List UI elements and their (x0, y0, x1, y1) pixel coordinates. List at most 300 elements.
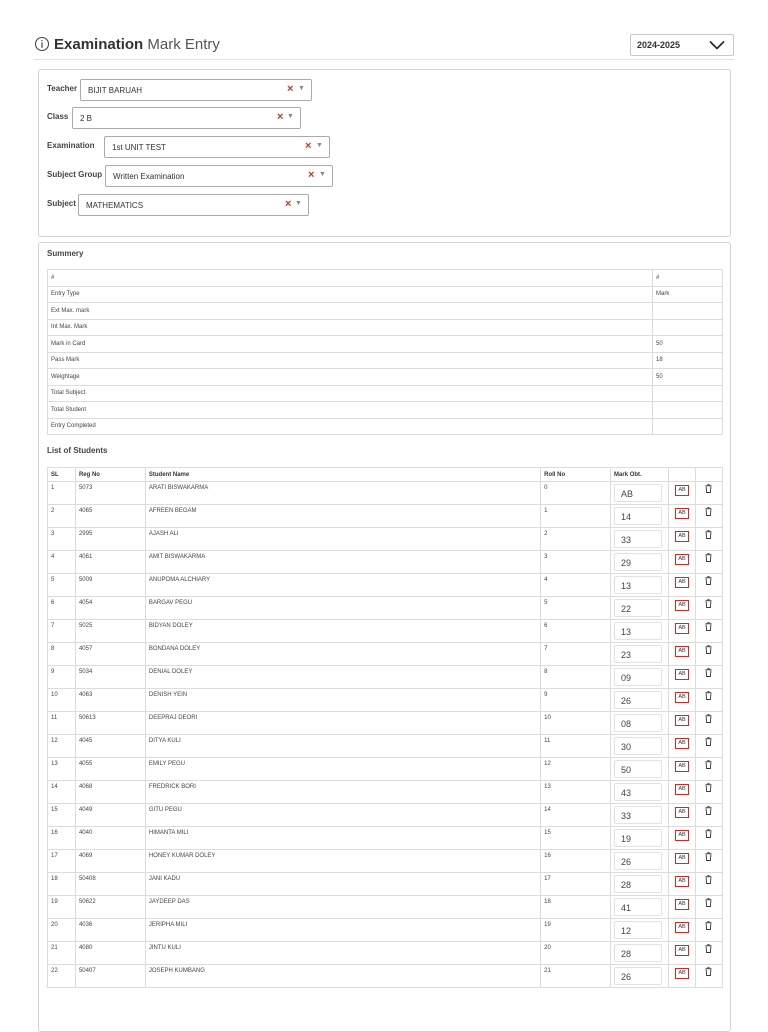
session-year-select[interactable] (630, 34, 734, 56)
cell-ab (669, 574, 696, 597)
chevron-down-icon (709, 40, 725, 50)
absent-button[interactable]: AB (675, 554, 689, 565)
mark-input[interactable]: 19 (614, 829, 662, 847)
table-row (48, 850, 723, 873)
mark-input[interactable]: 12 (614, 921, 662, 939)
column-header-roll-no: Roll No (541, 468, 611, 482)
cell-reg-no: 4036 (75, 919, 145, 942)
cell-delete (695, 597, 722, 620)
dropdown-arrow-icon: ▼ (316, 142, 323, 149)
column-header-reg-no: Reg No (75, 468, 145, 482)
cell-roll-no: 9 (541, 689, 611, 712)
filter-card (38, 69, 731, 237)
absent-button[interactable]: AB (675, 600, 689, 611)
cell-student-name: BARGAV PEGU (145, 597, 540, 620)
cell-mark (611, 781, 669, 804)
cell-ab (669, 597, 696, 620)
absent-button[interactable]: AB (675, 945, 689, 956)
trash-icon (705, 530, 712, 539)
filter-value: BIJIT BARUAH (88, 86, 143, 95)
mark-input[interactable]: 50 (614, 760, 662, 778)
cell-roll-no: 7 (541, 643, 611, 666)
trash-icon (705, 714, 712, 723)
cell-mark (611, 965, 669, 988)
absent-button[interactable]: AB (675, 669, 689, 680)
cell-reg-no: 50408 (75, 873, 145, 896)
cell-sl: 11 (48, 712, 76, 735)
filter-label: Examination (47, 141, 95, 150)
column-header-student-name: Student Name (145, 468, 540, 482)
cell-ab (669, 712, 696, 735)
trash-icon (705, 760, 712, 769)
cell-reg-no: 4063 (75, 689, 145, 712)
delete-button[interactable] (705, 627, 712, 633)
mark-input[interactable]: 14 (614, 507, 662, 525)
summary-value: 50 (653, 336, 723, 353)
cell-reg-no: 4065 (75, 505, 145, 528)
mark-input[interactable]: 13 (614, 576, 662, 594)
delete-button[interactable] (705, 535, 712, 541)
page-title (54, 34, 220, 56)
cell-roll-no: 10 (541, 712, 611, 735)
summary-row (48, 303, 723, 320)
table-row (48, 666, 723, 689)
cell-mark (611, 827, 669, 850)
cell-mark (611, 597, 669, 620)
delete-button[interactable] (705, 558, 712, 564)
filter-value: 2 B (80, 114, 93, 123)
cell-delete (695, 574, 722, 597)
cell-ab (669, 919, 696, 942)
cell-student-name: ARATI BISWAKARMA (145, 482, 540, 505)
delete-button[interactable] (705, 512, 712, 518)
dropdown-arrow-icon: ▼ (295, 200, 302, 207)
table-row (48, 712, 723, 735)
cell-sl: 13 (48, 758, 76, 781)
delete-button[interactable] (705, 489, 712, 495)
cell-student-name: DENISH YEIN (145, 689, 540, 712)
summary-table (47, 269, 723, 435)
cell-delete (695, 942, 722, 965)
cell-roll-no: 16 (541, 850, 611, 873)
cell-reg-no: 4049 (75, 804, 145, 827)
cell-reg-no: 50622 (75, 896, 145, 919)
trash-icon (705, 806, 712, 815)
filter-label: Teacher (47, 84, 78, 93)
cell-ab (669, 505, 696, 528)
table-row (48, 551, 723, 574)
cell-reg-no: 4045 (75, 735, 145, 758)
cell-sl: 15 (48, 804, 76, 827)
column-header-ab (669, 468, 696, 482)
absent-button[interactable]: AB (675, 485, 689, 496)
table-row (48, 781, 723, 804)
absent-button[interactable]: AB (675, 853, 689, 864)
cell-sl: 18 (48, 873, 76, 896)
trash-icon (705, 599, 712, 608)
trash-icon (705, 553, 712, 562)
cell-reg-no: 4057 (75, 643, 145, 666)
cell-ab (669, 643, 696, 666)
subject-group-select[interactable] (105, 165, 333, 187)
summary-label: Ext Max. mark (48, 303, 653, 320)
delete-button[interactable] (705, 581, 712, 587)
summary-label: Total Student (48, 402, 653, 419)
summary-row (48, 286, 723, 303)
cell-ab (669, 942, 696, 965)
summary-value: 50 (653, 369, 723, 386)
table-row (48, 735, 723, 758)
cell-ab (669, 735, 696, 758)
delete-button[interactable] (705, 719, 712, 725)
cell-sl: 9 (48, 666, 76, 689)
mark-input[interactable]: 08 (614, 714, 662, 732)
trash-icon (705, 967, 712, 976)
trash-icon (705, 484, 712, 493)
cell-delete (695, 804, 722, 827)
summary-title: Summery (47, 249, 84, 258)
cell-delete (695, 781, 722, 804)
cell-roll-no: 0 (541, 482, 611, 505)
cell-mark (611, 505, 669, 528)
header-divider (34, 59, 734, 60)
cell-sl: 19 (48, 896, 76, 919)
summary-row (48, 270, 723, 287)
summary-label: Total Subject (48, 385, 653, 402)
cell-ab (669, 528, 696, 551)
cell-delete (695, 643, 722, 666)
cell-ab (669, 896, 696, 919)
mark-input[interactable]: 22 (614, 599, 662, 617)
delete-button[interactable] (705, 949, 712, 955)
cell-reg-no: 5025 (75, 620, 145, 643)
class-select[interactable] (72, 107, 301, 129)
info-icon (34, 36, 50, 52)
cell-sl: 6 (48, 597, 76, 620)
absent-button[interactable]: AB (675, 922, 689, 933)
cell-roll-no: 14 (541, 804, 611, 827)
cell-mark (611, 758, 669, 781)
cell-student-name: JAYDEEP DAS (145, 896, 540, 919)
cell-mark (611, 551, 669, 574)
column-header-delete (695, 468, 722, 482)
cell-student-name: AFREEN BEGAM (145, 505, 540, 528)
delete-button[interactable] (705, 673, 712, 679)
summary-row (48, 385, 723, 402)
cell-reg-no: 5009 (75, 574, 145, 597)
absent-button[interactable]: AB (675, 692, 689, 703)
cell-sl: 8 (48, 643, 76, 666)
trash-icon (705, 944, 712, 953)
cell-sl: 5 (48, 574, 76, 597)
cell-sl: 2 (48, 505, 76, 528)
summary-label: # (48, 270, 653, 287)
cell-ab (669, 873, 696, 896)
delete-button[interactable] (705, 811, 712, 817)
cell-mark (611, 942, 669, 965)
summary-row (48, 402, 723, 419)
mark-input[interactable]: 41 (614, 898, 662, 916)
absent-button[interactable]: AB (675, 968, 689, 979)
mark-input[interactable]: AB (614, 484, 662, 502)
table-row (48, 827, 723, 850)
cell-roll-no: 5 (541, 597, 611, 620)
cell-delete (695, 712, 722, 735)
cell-mark (611, 850, 669, 873)
cell-mark (611, 482, 669, 505)
absent-button[interactable]: AB (675, 577, 689, 588)
absent-button[interactable]: AB (675, 623, 689, 634)
cell-sl: 7 (48, 620, 76, 643)
cell-sl: 22 (48, 965, 76, 988)
session-year-value: 2024-2025 (637, 40, 681, 50)
cell-student-name: DEEPRAJ DEORI (145, 712, 540, 735)
absent-button[interactable]: AB (675, 761, 689, 772)
absent-button[interactable]: AB (675, 876, 689, 887)
summary-card (38, 242, 731, 1032)
table-row (48, 942, 723, 965)
cell-ab (669, 781, 696, 804)
trash-icon (705, 645, 712, 654)
cell-mark (611, 919, 669, 942)
summary-label: Mark in Card (48, 336, 653, 353)
clear-icon[interactable]: × (305, 140, 312, 152)
filter-value: 1st UNIT TEST (112, 143, 166, 152)
delete-button[interactable] (705, 742, 712, 748)
table-row (48, 758, 723, 781)
cell-mark (611, 574, 669, 597)
cell-student-name: JOSEPH KUMBANG (145, 965, 540, 988)
cell-ab (669, 827, 696, 850)
cell-student-name: JINTU KULI (145, 942, 540, 965)
table-row (48, 689, 723, 712)
cell-student-name: HIMANTA MILI (145, 827, 540, 850)
cell-reg-no: 4080 (75, 942, 145, 965)
cell-delete (695, 735, 722, 758)
table-row (48, 919, 723, 942)
cell-delete (695, 896, 722, 919)
filter-value: MATHEMATICS (86, 201, 144, 210)
dropdown-arrow-icon: ▼ (319, 171, 326, 178)
cell-ab (669, 965, 696, 988)
cell-delete (695, 528, 722, 551)
delete-button[interactable] (705, 604, 712, 610)
cell-roll-no: 4 (541, 574, 611, 597)
cell-sl: 20 (48, 919, 76, 942)
cell-mark (611, 528, 669, 551)
mark-input[interactable]: 43 (614, 783, 662, 801)
cell-delete (695, 827, 722, 850)
mark-input[interactable]: 23 (614, 645, 662, 663)
cell-reg-no: 4055 (75, 758, 145, 781)
clear-icon[interactable]: × (285, 198, 292, 210)
filter-label: Class (47, 112, 69, 121)
clear-icon[interactable]: × (308, 169, 315, 181)
cell-ab (669, 620, 696, 643)
mark-input[interactable]: 13 (614, 622, 662, 640)
filter-label: Subject Group (47, 170, 103, 179)
table-row (48, 896, 723, 919)
cell-mark (611, 689, 669, 712)
cell-ab (669, 689, 696, 712)
summary-label: Pass Mark (48, 352, 653, 369)
trash-icon (705, 507, 712, 516)
mark-input[interactable]: 28 (614, 875, 662, 893)
table-row (48, 482, 723, 505)
cell-roll-no: 11 (541, 735, 611, 758)
absent-button[interactable]: AB (675, 830, 689, 841)
mark-input[interactable]: 30 (614, 737, 662, 755)
mark-input[interactable]: 33 (614, 530, 662, 548)
delete-button[interactable] (705, 857, 712, 863)
cell-sl: 3 (48, 528, 76, 551)
cell-roll-no: 20 (541, 942, 611, 965)
examination-select[interactable] (104, 136, 330, 158)
delete-button[interactable] (705, 926, 712, 932)
absent-button[interactable]: AB (675, 738, 689, 749)
cell-mark (611, 712, 669, 735)
cell-mark (611, 873, 669, 896)
absent-button[interactable]: AB (675, 807, 689, 818)
cell-sl: 10 (48, 689, 76, 712)
filter-label: Subject (47, 199, 76, 208)
summary-value (653, 319, 723, 336)
mark-input[interactable]: 33 (614, 806, 662, 824)
cell-roll-no: 2 (541, 528, 611, 551)
summary-value: Mark (653, 286, 723, 303)
cell-sl: 17 (48, 850, 76, 873)
dropdown-arrow-icon: ▼ (287, 113, 294, 120)
cell-sl: 14 (48, 781, 76, 804)
delete-button[interactable] (705, 765, 712, 771)
cell-sl: 4 (48, 551, 76, 574)
delete-button[interactable] (705, 972, 712, 978)
cell-ab (669, 482, 696, 505)
cell-student-name: HONEY KUMAR DOLEY (145, 850, 540, 873)
teacher-select[interactable] (80, 79, 312, 101)
cell-student-name: AJASH ALI (145, 528, 540, 551)
cell-delete (695, 551, 722, 574)
summary-label: Entry Completed (48, 418, 653, 435)
trash-icon (705, 576, 712, 585)
delete-button[interactable] (705, 834, 712, 840)
cell-student-name: BIDYAN DOLEY (145, 620, 540, 643)
cell-reg-no: 4040 (75, 827, 145, 850)
cell-roll-no: 12 (541, 758, 611, 781)
absent-button[interactable]: AB (675, 531, 689, 542)
cell-reg-no: 5073 (75, 482, 145, 505)
cell-mark (611, 896, 669, 919)
delete-button[interactable] (705, 650, 712, 656)
cell-roll-no: 3 (541, 551, 611, 574)
cell-reg-no: 2995 (75, 528, 145, 551)
page-header (34, 34, 734, 56)
table-row (48, 620, 723, 643)
cell-reg-no: 50613 (75, 712, 145, 735)
trash-icon (705, 875, 712, 884)
summary-row (48, 336, 723, 353)
delete-button[interactable] (705, 903, 712, 909)
cell-reg-no: 5034 (75, 666, 145, 689)
cell-mark (611, 735, 669, 758)
cell-student-name: GITU PEGU (145, 804, 540, 827)
cell-sl: 21 (48, 942, 76, 965)
summary-row (48, 352, 723, 369)
cell-student-name: EMILY PEGU (145, 758, 540, 781)
mark-input[interactable]: 29 (614, 553, 662, 571)
trash-icon (705, 921, 712, 930)
delete-button[interactable] (705, 696, 712, 702)
column-header-sl: SL (48, 468, 76, 482)
summary-value (653, 418, 723, 435)
summary-value: 18 (653, 352, 723, 369)
cell-delete (695, 873, 722, 896)
table-row (48, 804, 723, 827)
cell-reg-no: 50407 (75, 965, 145, 988)
students-table (47, 467, 723, 988)
cell-sl: 12 (48, 735, 76, 758)
cell-roll-no: 19 (541, 919, 611, 942)
cell-roll-no: 17 (541, 873, 611, 896)
cell-reg-no: 4061 (75, 551, 145, 574)
cell-mark (611, 804, 669, 827)
absent-button[interactable]: AB (675, 784, 689, 795)
mark-input[interactable]: 28 (614, 944, 662, 962)
absent-button[interactable]: AB (675, 715, 689, 726)
trash-icon (705, 668, 712, 677)
title-light: Mark Entry (147, 36, 220, 53)
column-header-mark: Mark Obt. (611, 468, 669, 482)
title-strong: Examination (54, 36, 144, 53)
cell-student-name: JANI KADU (145, 873, 540, 896)
cell-student-name: ANUPOMA ALCHIARY (145, 574, 540, 597)
mark-input[interactable]: 26 (614, 691, 662, 709)
cell-roll-no: 18 (541, 896, 611, 919)
filter-value: Written Examination (113, 172, 185, 181)
cell-student-name: FREDRICK BORI (145, 781, 540, 804)
trash-icon (705, 622, 712, 631)
trash-icon (705, 691, 712, 700)
cell-student-name: AMIT BISWAKARMA (145, 551, 540, 574)
cell-student-name: JERIPHA MILI (145, 919, 540, 942)
trash-icon (705, 737, 712, 746)
summary-value (653, 303, 723, 320)
table-row (48, 574, 723, 597)
clear-icon[interactable]: × (287, 83, 294, 95)
cell-ab (669, 850, 696, 873)
cell-mark (611, 643, 669, 666)
delete-button[interactable] (705, 788, 712, 794)
mark-input[interactable]: 26 (614, 967, 662, 985)
mark-input[interactable]: 09 (614, 668, 662, 686)
summary-value (653, 402, 723, 419)
absent-button[interactable]: AB (675, 646, 689, 657)
cell-delete (695, 482, 722, 505)
cell-sl: 1 (48, 482, 76, 505)
cell-student-name: DITYA KULI (145, 735, 540, 758)
subject-select[interactable] (78, 194, 309, 216)
absent-button[interactable]: AB (675, 508, 689, 519)
table-row (48, 643, 723, 666)
mark-input[interactable]: 26 (614, 852, 662, 870)
delete-button[interactable] (705, 880, 712, 886)
cell-mark (611, 620, 669, 643)
cell-roll-no: 13 (541, 781, 611, 804)
trash-icon (705, 898, 712, 907)
clear-icon[interactable]: × (277, 111, 284, 123)
absent-button[interactable]: AB (675, 899, 689, 910)
summary-label: Entry Type (48, 286, 653, 303)
